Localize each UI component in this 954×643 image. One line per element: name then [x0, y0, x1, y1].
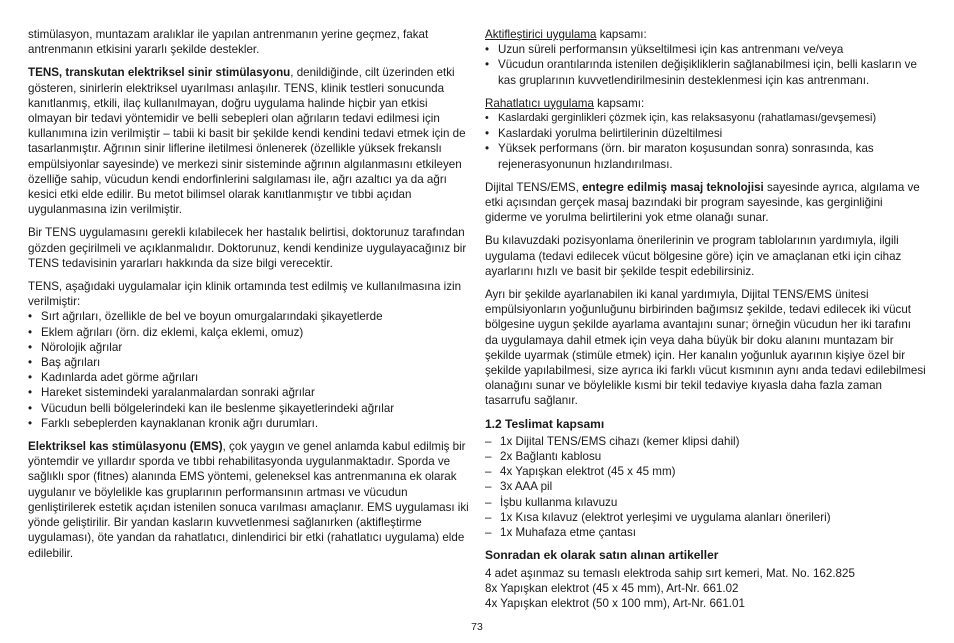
list-item: • Kadınlarda adet görme ağrıları [28, 370, 470, 385]
paragraph-channels: Ayrı bir şekilde ayarlanabilen iki kanal yardımıyla, Dijital TENS/EMS ünitesi empülsiyonların yoğunluğunu birbirinden bağımsız şekilde, tedavi edilecek iki vücut bölgesine uygun şekilde ayarlama avantajını sunar; örneğin vücudun her iki tarafını da uygulamaya dahil etmek için veya daha büyük bir doku alanını muntazam bir şekilde uyarmak (stimüle etmek) için. Her kanalın yoğunluk ayarının kişiye özel bir şekilde yapılabilmesi, size ayrıca iki farklı vücut kısmının aynı anda tedavi edilebilmesi olanağını sunar ve böylelikle kısmi bir tekil tedaviye kıyasla daha fazla zaman tasarrufu sağlanır. [485, 288, 926, 408]
accessory-line: 4x Yapışkan elektrot (50 x 100 mm), Art-Nr. 661.01 [485, 596, 745, 610]
paragraph-tens-definition [28, 65, 470, 217]
list-item: – İşbu kullanma kılavuzu [485, 495, 927, 510]
relaxation-heading [485, 96, 927, 111]
massage-technology-term: entegre edilmiş masaj teknolojisi [582, 180, 764, 194]
list-item: • Hareket sistemindeki yaralanmalardan sonraki ağrılar [28, 385, 470, 400]
list-item: • Eklem ağrıları (örn. diz eklemi, kalça eklemi, omuz) [28, 325, 470, 340]
accessory-line: 4 adet aşınmaz su temaslı elektroda sahip sırt kemeri, Mat. No. 162.825 [485, 566, 855, 580]
paragraph-massage-technology [485, 180, 927, 226]
list-item: • Yüksek performans (örn. bir maraton koşusundan sonra) sonrasında, kas rejenerasyonunun hızlandırılması. [485, 141, 927, 171]
list-item: – 3x AAA pil [485, 479, 927, 494]
tens-application-list [28, 309, 470, 431]
right-column [485, 27, 927, 611]
activation-suffix: kapsamı: [596, 28, 647, 41]
paragraph-guide: Bu kılavuzdaki pozisyonlama önerilerinin ve program tablolarının yardımıyla, ilgili uygulama (tedavi edilecek vücut bölgesine göre) için ve amaçlanan etki için cihaz ayarlarını hızlı ve basit bir şekilde tespit edebilirsiniz. [485, 234, 902, 278]
paragraph-tens-applications: TENS, aşağıdaki uygulamalar için klinik ortamında test edilmiş ve kullanılmasına izin verilmiştir: [28, 280, 462, 309]
list-item: • Sırt ağrıları, özellikle de bel ve boyun omurgalarındaki şikayetlerde [28, 309, 470, 324]
list-item: • Vücudun belli bölgelerindeki kan ile beslenme şikayetlerindeki ağrılar [28, 401, 470, 416]
relaxation-suffix: kapsamı: [593, 96, 645, 110]
list-item: • Kaslardaki gerginlikleri çözmek için, kas relaksasyonu (rahatlaması/gevşemesi) [485, 111, 927, 126]
list-item: • Nörolojik ağrılar [28, 340, 470, 355]
digital-rest: sayesinde ayrıca, algılama ve etki açısından gerçek masaj bazındaki bir program sayesinde, kas gerginliğini giderme ve yorulma belirtilerini yok etme olanağı sunar. [485, 180, 920, 225]
list-item: • Vücudun orantılarında istenilen değişikliklerin sağlanabilmesi için, belli kasların ve kas gruplarının kuvvetlendirilmesinin desteklenmesi için kas antrenmanı. [485, 57, 927, 87]
ems-term: Elektriksel kas stimülasyonu (EMS) [28, 440, 223, 454]
tens-definition-text: , denildiğinde, cilt üzerinden etki gösteren, sinirlerin elektriksel uyarılması anlaşılır. TENS, klinik testleri sonucunda kanıtlanmış, etkili, ilaç kullanılmayan, doğru uygulama halinde hiçbir yan etkisi olmayan bir tedavi yöntemidir ve belli sebepleri olan ağrıların tedavi edilmesi için kullanımına izin verilmiştir – tabii ki basit bir şekilde kendi kendini tedavi etmek için de tasarlanmıştır. Ağrının sinir liflerine iletilmesi önlenerek (özellikle yüksek frekanslı empülsiyonlar sayesinde) ve merkezi sinir sisteminde ağrının algılanmasını etkileyen özelliğe sahip, vücudun kendi endorfinlerini salgılaması ile, ağrı azaltıcı ya da ağrı kesici etki elde edilir. Bu metot bilimsel olarak kanıtlanmıştır ve tıbbi açıdan uygulanmasına izin verilmiştir. [28, 66, 466, 217]
accessory-line: 8x Yapışkan elektrot (45 x 45 mm), Art-Nr. 661.02 [485, 581, 739, 595]
list-item: – 1x Dijital TENS/EMS cihazı (kemer klipsi dahil) [485, 434, 927, 449]
delivery-heading: 1.2 Teslimat kapsamı [485, 416, 605, 431]
list-item: – 4x Yapışkan elektrot (45 x 45 mm) [485, 464, 927, 479]
relaxation-label: Rahatlatıcı uygulama [485, 96, 594, 110]
page-number: 73 [471, 621, 483, 633]
left-column [28, 27, 470, 569]
delivery-list [485, 434, 927, 540]
list-item: • Farklı sebeplerden kaynaklanan kronik ağrı durumları. [28, 416, 470, 431]
paragraph-intro-continued: stimülasyon, muntazam aralıklar ile yapılan antrenmanın yerine geçmez, fakat antrenmanın etkisini yararlı şekilde destekler. [28, 28, 429, 57]
list-item: • Baş ağrıları [28, 355, 470, 370]
list-item: • Uzun süreli performansın yükseltilmesi için kas antrenmanı ve/veya [485, 42, 927, 57]
paragraph-doctor-note: Bir TENS uygulamasını gerekli kılabilecek her hastalık belirtisi, doktorunuz tarafından gözden geçirilmeli ve açıklanmalıdır. Doktorunuz, kendi kendinize uygulayacağınız bir TENS tedavisinin yararları hakkında da size bilgi verecektir. [28, 226, 467, 270]
accessories-heading: Sonradan ek olarak satın alınan artikeller [485, 548, 719, 563]
list-item: • Kaslardaki yorulma belirtilerinin düzeltilmesi [485, 126, 927, 141]
paragraph-ems-definition [28, 439, 470, 561]
list-item: – 2x Bağlantı kablosu [485, 449, 927, 464]
activation-label: Aktifleştirici uygulama [485, 28, 597, 41]
ems-definition-text: , çok yaygın ve genel anlamda kabul edilmiş bir yöntemdir ve yıllardır sporda ve tıbbi rehabilitasyonda uygulanmaktadır. Sporda ve sağlıklı spor (fitnes) alanında EMS yöntemi, geleneksel kas antrenmanına ek olarak uygulanır ve böylelikle kas gruplarının performansının artması ve vücudun genliştirilerek estetik açıdan istenilen sonuca varılması amaçlanır. EMS uygulaması iki yönde geliştirilir. Bir yandan kasların kuvvetlenmesi sağlanırken (aktifleştirme uygulaması), öte yandan da rahatlatıcı, dinlendirici bir etki (rahatlatıcı uygulama) elde edilebilir. [28, 440, 469, 560]
list-item: – 1x Kısa kılavuz (elektrot yerleşimi ve uygulama alanları önerileri) [485, 510, 927, 525]
tens-term: TENS, transkutan elektriksel sinir stimülasyonu [28, 66, 291, 80]
digital-prefix: Dijital TENS/EMS, [485, 180, 583, 194]
activation-heading [485, 27, 927, 42]
activation-list [485, 42, 927, 88]
list-item: – 1x Muhafaza etme çantası [485, 525, 927, 540]
relaxation-list [485, 111, 927, 172]
